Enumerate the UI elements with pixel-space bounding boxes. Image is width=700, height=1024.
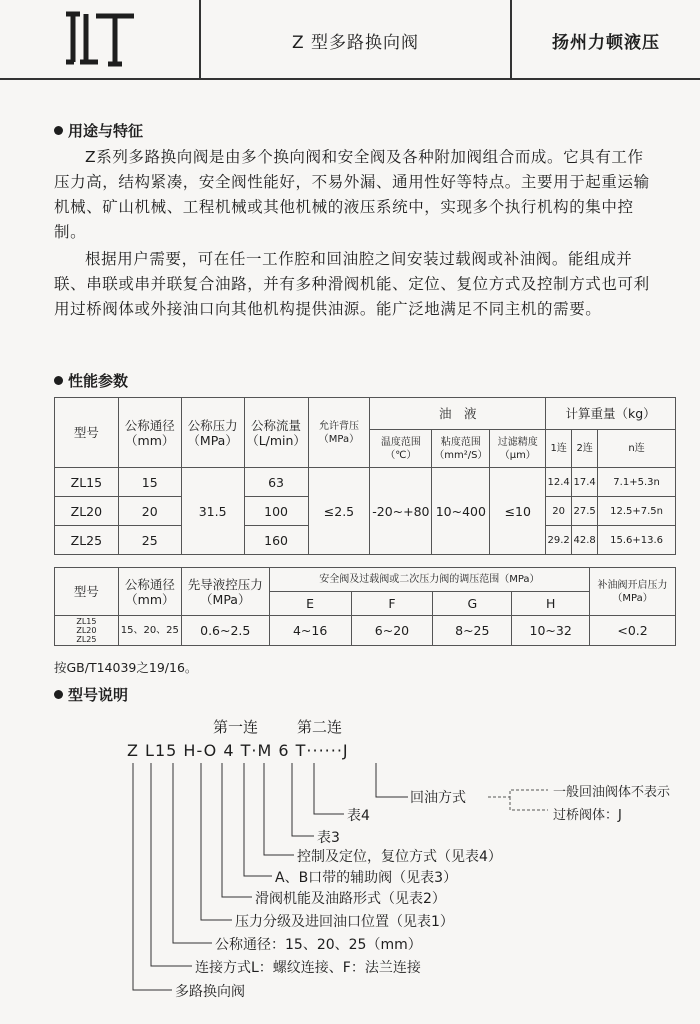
header-model: 型号 [55,398,119,468]
model-item: 压力分级及进回油口位置（见表1） [235,914,454,930]
cell-wn: 15.6+13.6 [598,526,676,555]
cell-bore: 15、20、25 [118,616,181,646]
cell-f: 6~20 [351,616,433,646]
header-pressure: 公称压力（MPa） [181,398,244,468]
paragraph-1: Z系列多路换向阀是由多个换向阀和安全阀及各种附加阀组合而成。它具有工作压力高，结构紧凑，安全阀性能好，不易外漏、通用性好等特点。主要用于起重运输机械、矿山机械、工程机械或其他机械的液压系统中，实现多个执行机构的集中控制。 [54,148,650,241]
cell-w2: 42.8 [572,526,598,555]
model-item: 滑阀机能及油路形式（见表2） [255,891,446,907]
header-w2: 2连 [572,430,598,468]
header-range: 安全阀及过载阀或二次压力阀的调压范围（MPa） [269,568,589,592]
header-weight: 计算重量（kg） [546,398,676,430]
model-item: 连接方式L：螺纹连接、F：法兰连接 [195,960,421,976]
header-makeup: 补油阀开启压力（MPa） [590,568,676,616]
cell-viscosity: 10~400 [432,468,490,555]
model-item: 多路换向阀 [175,984,245,1000]
model-line: ZL20 [76,626,97,635]
section-heading-text: 型号说明 [68,686,129,704]
model-item: A、B口带的辅助阀（见表3） [275,870,458,886]
cell-flow: 100 [244,497,308,526]
cell-temp: -20~+80 [370,468,432,555]
header-temp: 温度范围（℃） [370,430,432,468]
model-item: 表3 [317,830,340,846]
model-line: ZL25 [76,635,97,644]
header-wn: n连 [598,430,676,468]
cell-model: ZL25 [55,526,119,555]
cell-bore: 15 [118,468,181,497]
header-back-pressure: 允许背压（MPa） [308,398,370,468]
header-pilot: 先导液控压力（MPa） [181,568,269,616]
cell-flow: 160 [244,526,308,555]
cell-bore: 20 [118,497,181,526]
standard-note: 按GB/T14039之19/16。 [54,660,198,675]
first-unit-label: 第一连 [213,718,259,736]
cell-wn: 7.1+5.3n [598,468,676,497]
model-item: 公称通径：15、20、25（mm） [215,937,422,953]
cell-flow: 63 [244,468,308,497]
cell-filter: ≤10 [490,468,546,555]
cell-w1: 12.4 [546,468,572,497]
model-line: ZL15 [76,617,97,626]
cell-pilot: 0.6~2.5 [181,616,269,646]
cell-makeup: <0.2 [590,616,676,646]
cell-w2: 17.4 [572,468,598,497]
cell-pressure: 31.5 [181,468,244,555]
header-viscosity: 粘度范围（mm²/S） [432,430,490,468]
header-f: F [351,592,433,616]
header-g: G [433,592,512,616]
cell-g: 8~25 [433,616,512,646]
cell-wn: 12.5+7.5n [598,497,676,526]
header-model: 型号 [55,568,119,616]
cell-w2: 27.5 [572,497,598,526]
header-w1: 1连 [546,430,572,468]
cell-w1: 20 [546,497,572,526]
cell-h: 10~32 [512,616,590,646]
model-code: Z L15 H-O 4 T·M 6 T······J [127,741,349,760]
header-bore: 公称通径（mm） [118,398,181,468]
cell-w1: 29.2 [546,526,572,555]
header-h: H [512,592,590,616]
cell-model: ZL20 [55,497,119,526]
section-heading-text: 用途与特征 [68,122,144,140]
brand-name: 扬州力顿液压 [552,32,660,53]
paragraph-2: 根据用户需要，可在任一工作腔和回油腔之间安装过载阀或补油阀。能组成并联、串联或串并联复合油路，并有多种滑阀机能、定位、复位方式及控制方式也可利用过桥阀体或外接油口向其他机构提供油源。能广泛地满足不同主机的需要。 [54,250,650,318]
cell-bore: 25 [118,526,181,555]
model-item: 控制及定位，复位方式（见表4） [297,849,502,865]
header-oil: 油 液 [370,398,546,430]
return-method: 回油方式 [410,790,466,806]
model-item: 表4 [347,808,370,824]
return-note-1: 一般回油阀体不表示 [553,785,671,800]
cell-e: 4~16 [269,616,351,646]
return-note-2: 过桥阀体：J [553,808,622,823]
header-filter: 过滤精度（μm） [490,430,546,468]
page-title: Z 型多路换向阀 [201,0,512,80]
cell-model: ZL15 [55,468,119,497]
section-heading-text: 性能参数 [68,372,129,390]
header-e: E [269,592,351,616]
header-bore: 公称通径（mm） [118,568,181,616]
second-unit-label: 第二连 [297,718,343,736]
header-flow: 公称流量（L/min） [244,398,308,468]
cell-back-pressure: ≤2.5 [308,468,370,555]
